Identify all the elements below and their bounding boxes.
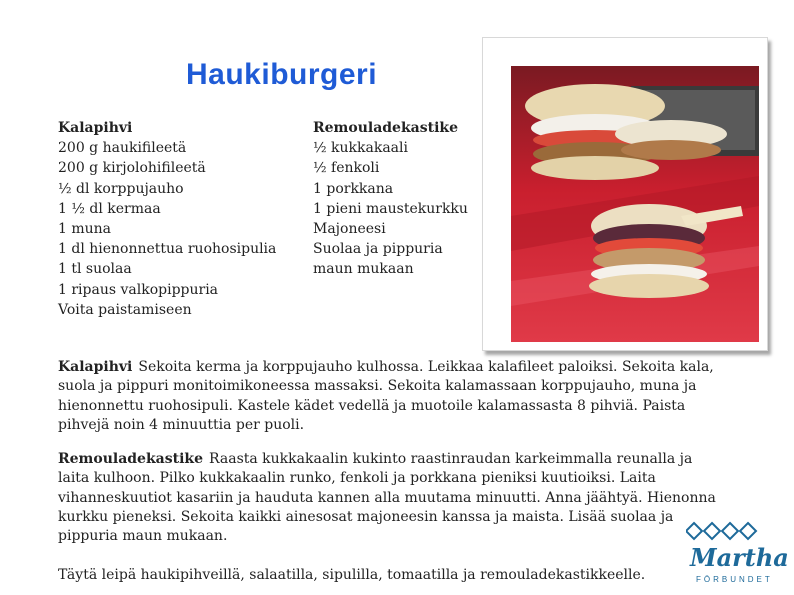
ingredient-line: 1 tl suolaa: [58, 261, 132, 278]
fish-patty-instructions: [58, 358, 728, 435]
ingredients-heading: Kalapihvi: [58, 120, 133, 136]
paragraph-text: Raasta kukkakaalin kukinto raastinraudan karkeimmalla reunalla ja laita kulhoon. Pilko kukkakaalin runko, fenkoli ja porkkana pieniksi kuutioiksi. Laita vihanneskuutiot kasariin ja hauduta kannen alla muutama minuutti. Anna jäähtyä. Hienonna kurkku pieneksi. Sekoita kaikki ainesosat majoneesin kanssa ja maista. Lisää suolaa ja pippuria maun mukaan.: [58, 451, 716, 545]
paragraph-lead: Kalapihvi: [58, 359, 133, 375]
ingredient-line: ½ fenkoli: [313, 160, 380, 177]
sauce-instructions: [58, 450, 728, 546]
sauce-ingredients: [313, 118, 468, 280]
ingredient-line: Majoneesi: [313, 221, 386, 238]
ingredient-line: 200 g haukifileetä: [58, 140, 187, 157]
burger-illustration: [511, 66, 759, 342]
ingredient-line: Voita paistamiseen: [58, 301, 192, 318]
ingredient-line: ½ kukkakaali: [313, 140, 408, 157]
burger-photo: [511, 66, 759, 342]
ingredient-line: ½ dl korppujauho: [58, 180, 184, 197]
martha-logo: [686, 521, 789, 587]
ingredients-heading: Remouladekastike: [313, 120, 459, 136]
fish-patty-ingredients: [58, 118, 276, 320]
ingredient-line: 1 dl hienonnettua ruohosipulia: [58, 241, 277, 258]
ingredient-line: maun mukaan: [313, 261, 414, 278]
page-title: Haukiburgeri: [186, 58, 378, 91]
ingredient-line: 1 pieni maustekurkku: [313, 200, 468, 217]
serving-instructions: [58, 566, 728, 585]
paragraph-lead: Remouladekastike: [58, 451, 204, 467]
logo-ornament-icon: [686, 521, 772, 545]
burger-photo-frame: [482, 37, 768, 351]
paragraph-text: Täytä leipä haukipihveillä, salaatilla, sipulilla, tomaatilla ja remouladekastikkeelle.: [58, 567, 646, 583]
ingredient-line: 1 ½ dl kermaa: [58, 200, 161, 217]
ingredient-line: 1 muna: [58, 221, 112, 238]
ingredient-line: Suolaa ja pippuria: [313, 241, 443, 258]
logo-wordmark: Martha: [690, 543, 789, 572]
logo-subtitle: FÖRBUNDET: [696, 575, 773, 584]
paragraph-text: Sekoita kerma ja korppujauho kulhossa. Leikkaa kalafileet paloiksi. Sekoita kala, suola ja pippuri monitoimikoneessa massaksi. Sekoita kalamassaan korppujauho, muna ja hienonnettu ruohosipuli. Kastele kädet vedellä ja muotoile kalamassasta 8 pihviä. Paista pihvejä noin 4 minuuttia per puoli.: [58, 359, 714, 433]
ingredient-line: 1 porkkana: [313, 180, 394, 197]
ingredient-line: 200 g kirjolohifileetä: [58, 160, 206, 177]
ingredient-line: 1 ripaus valkopippuria: [58, 281, 219, 298]
